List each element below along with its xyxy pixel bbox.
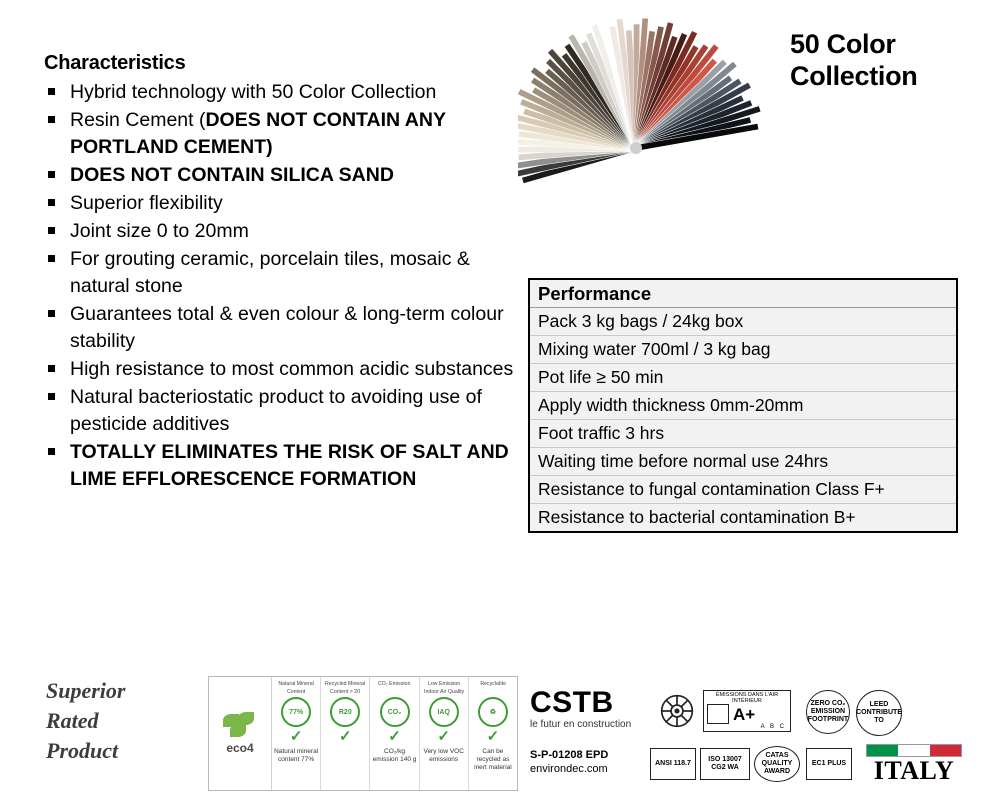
emission-caption: ÉMISSIONS DANS L'AIR INTÉRIEUR <box>715 692 779 704</box>
superior-line-2: Rated <box>46 708 99 733</box>
list-item <box>44 190 514 217</box>
made-in-italy <box>866 744 962 784</box>
list-item <box>44 356 514 383</box>
list-item <box>44 79 514 106</box>
eco-arc-label: Recyclable <box>480 681 506 688</box>
eco-note: Can be recycled as inert material <box>474 748 512 771</box>
leed-badge: LEED CONTRIBUTE TO <box>856 690 902 736</box>
ship-wheel-icon <box>660 694 694 728</box>
superior-rated-product <box>46 676 125 766</box>
list-item <box>44 162 514 189</box>
table-row: Resistance to bacterial contamination B+ <box>530 504 956 531</box>
eco-columns <box>272 677 517 790</box>
table-row: Waiting time before normal use 24hrs <box>530 448 956 476</box>
catas-badge: CATAS QUALITY AWARD <box>754 746 800 782</box>
superior-line-1: Superior <box>46 678 126 703</box>
characteristics-section <box>44 52 514 494</box>
performance-table <box>528 278 958 533</box>
eco-note: CO₂/kg emission 140 g <box>372 748 417 763</box>
eco-arc-label: Recycled Mineral Content > 20 <box>325 681 366 695</box>
list-item <box>44 218 514 245</box>
epd-code: S-P-01208 EPD <box>530 749 609 761</box>
leaf-icon <box>223 712 257 738</box>
eco-column <box>370 677 419 790</box>
bullet-icon <box>48 310 55 317</box>
house-icon <box>707 704 729 724</box>
eco-column <box>420 677 469 790</box>
bullet-icon <box>48 116 55 123</box>
list-item-label: High resistance to most common acidic substances <box>70 358 514 380</box>
indoor-air-emission-label <box>703 690 791 732</box>
iso-badge: ISO 13007 CG2 WA <box>700 748 750 780</box>
cstb-logo <box>530 688 631 730</box>
list-item <box>44 384 514 438</box>
eco-note: Natural mineral content 77% <box>274 748 319 763</box>
color-fan-svg <box>518 0 778 260</box>
table-header: Performance <box>530 280 956 308</box>
emission-grade: A+ <box>733 704 756 724</box>
list-item-label-plain: Resin Cement ( <box>70 109 206 131</box>
eco-badge-icon: 77% <box>281 697 311 727</box>
list-item <box>44 107 514 161</box>
emission-row <box>704 704 790 724</box>
italy-label: ITALY <box>873 756 955 785</box>
bullet-icon <box>48 448 55 455</box>
bullet-icon <box>48 199 55 206</box>
list-item-label: DOES NOT CONTAIN SILICA SAND <box>70 164 394 186</box>
table-row: Resistance to fungal contamination Class F+ <box>530 476 956 504</box>
eco-arc-label: Low Emission Indoor Air Quality <box>423 681 464 695</box>
table-row: Pot life ≥ 50 min <box>530 364 956 392</box>
bullet-icon <box>48 393 55 400</box>
check-icon: ✓ <box>339 728 352 745</box>
bullet-icon <box>48 171 55 178</box>
list-item-label: Superior flexibility <box>70 192 223 214</box>
ec1-badge: EC1 PLUS <box>806 748 852 780</box>
eco-note: Very low VOC emissions <box>423 748 464 763</box>
eco-column <box>272 677 321 790</box>
bullet-icon <box>48 365 55 372</box>
table-row: Mixing water 700ml / 3 kg bag <box>530 336 956 364</box>
list-item <box>44 301 514 355</box>
fan-hub <box>630 142 642 154</box>
bullet-icon <box>48 88 55 95</box>
epd-declaration <box>530 748 608 776</box>
list-item-label: Joint size 0 to 20mm <box>70 220 249 242</box>
table-row: Foot traffic 3 hrs <box>530 420 956 448</box>
eco-arc-label: Natural Mineral Content <box>278 681 314 695</box>
list-item-label: Hybrid technology with 50 Color Collection <box>70 81 437 103</box>
eco-badge-icon: R20 <box>330 697 360 727</box>
check-icon: ✓ <box>486 728 500 745</box>
epd-site: environdec.com <box>530 763 608 775</box>
ansi-badge: ANSI 118.7 <box>650 748 696 780</box>
characteristics-list <box>44 79 514 493</box>
characteristics-title: Characteristics <box>44 52 186 74</box>
bullet-icon <box>48 227 55 234</box>
co2-footprint-badge: ZERO CO₂ EMISSION FOOTPRINT <box>806 690 850 734</box>
check-icon: ✓ <box>289 728 303 745</box>
recycle-icon: ♻ <box>478 697 508 727</box>
eco4-label: eco4 <box>226 741 254 755</box>
list-item <box>44 439 514 493</box>
bullet-icon <box>48 255 55 262</box>
emission-scale: A B C <box>760 724 786 730</box>
eco-column <box>469 677 517 790</box>
eco4-logo <box>209 677 272 790</box>
superior-line-3: Product <box>46 738 119 763</box>
eco4-panel <box>208 676 518 791</box>
table-row: Pack 3 kg bags / 24kg box <box>530 308 956 336</box>
eco-badge-icon: CO₂ <box>380 697 410 727</box>
check-icon: ✓ <box>437 728 450 745</box>
eco-arc-label: CO₂ Emission <box>378 681 411 688</box>
collection-title: 50 Color Collection <box>790 29 918 91</box>
eco-badge-icon: IAQ <box>429 697 459 727</box>
list-item-label: Guarantees total & even colour & long-term colour stability <box>70 303 504 352</box>
cstb-name: CSTB <box>530 686 614 719</box>
eco-column <box>321 677 370 790</box>
list-item-label: TOTALLY ELIMINATES THE RISK OF SALT AND LIME EFFLORESCENCE FORMATION <box>70 441 509 490</box>
cstb-tagline: le futur en construction <box>530 719 632 730</box>
list-item-label: For grouting ceramic, porcelain tiles, mosaic & natural stone <box>70 248 470 297</box>
list-item-label-bold: DOES NOT CONTAIN ANY PORTLAND CEMENT) <box>70 109 446 158</box>
table-row: Apply width thickness 0mm-20mm <box>530 392 956 420</box>
list-item-label: Natural bacteriostatic product to avoiding use of pesticide additives <box>70 386 482 435</box>
check-icon: ✓ <box>388 728 401 745</box>
list-item <box>44 246 514 300</box>
color-fan-image <box>518 0 778 260</box>
